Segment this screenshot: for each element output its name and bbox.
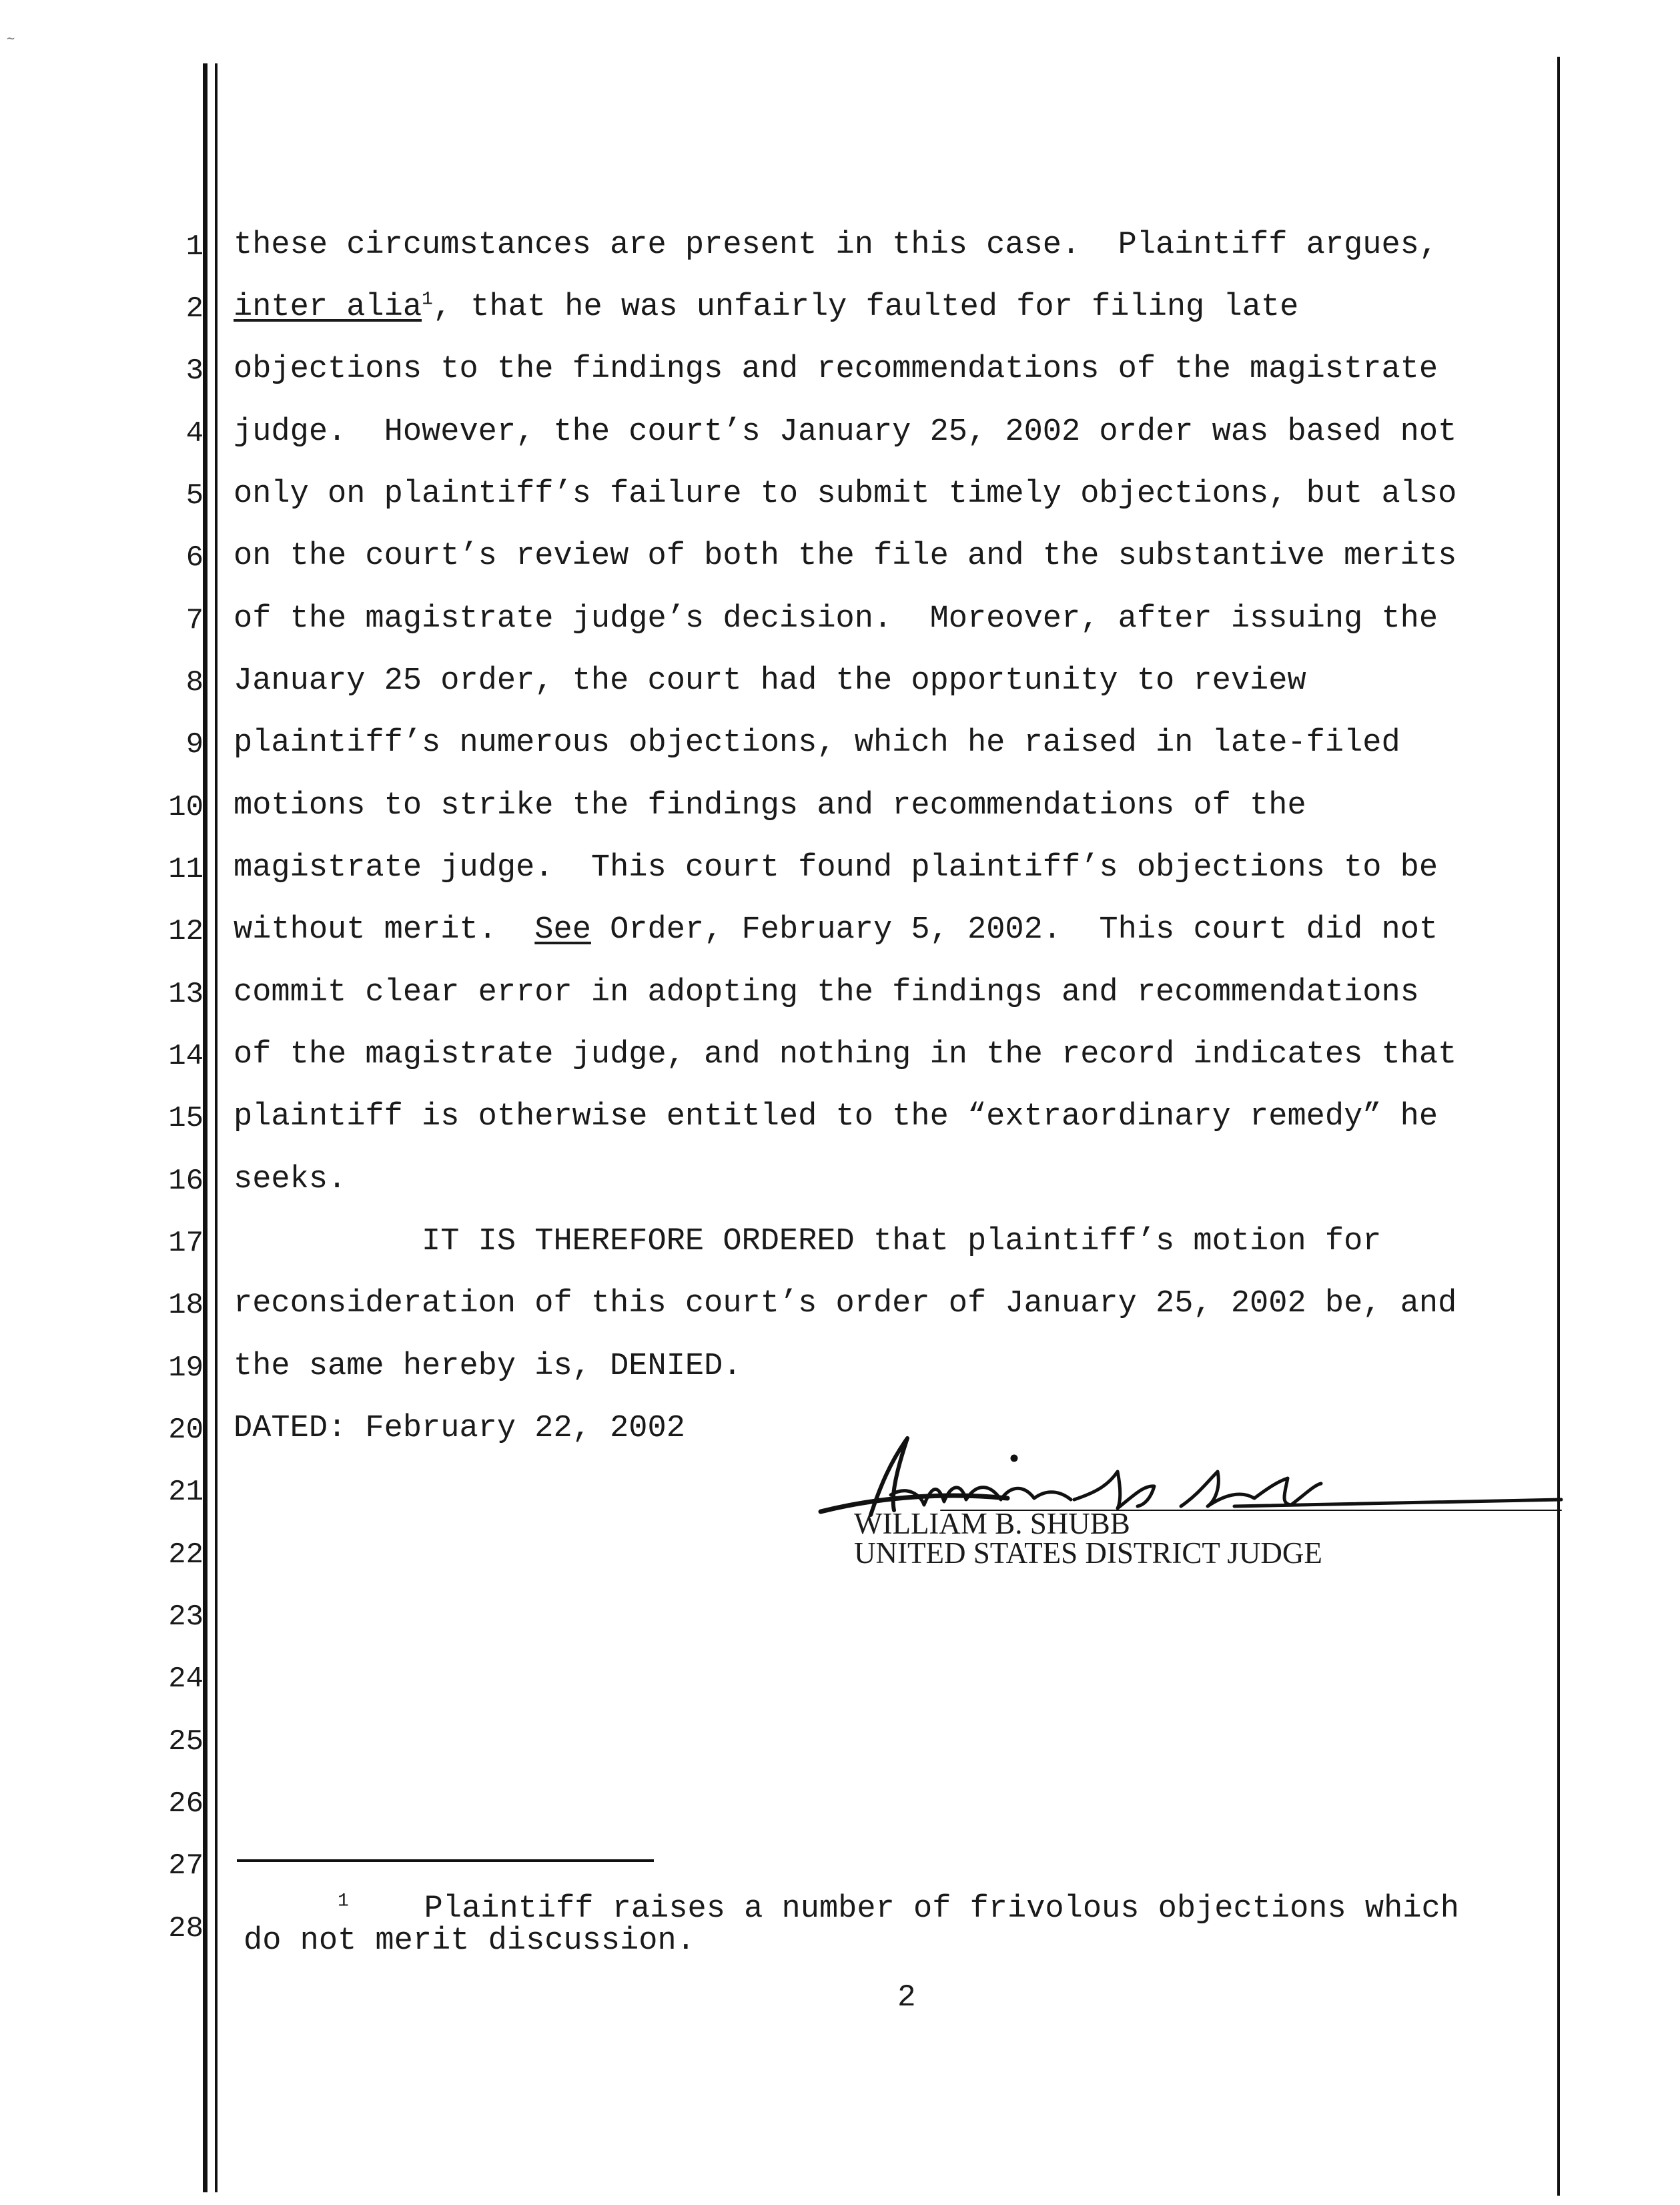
judge-signature <box>807 1432 1568 1518</box>
right-margin-rule <box>1557 57 1560 2196</box>
body-line: January 25 order, the court had the opportunity to review <box>234 663 1306 699</box>
body-line: IT IS THEREFORE ORDERED that plaintiff’s motion for <box>234 1224 1382 1259</box>
latin-phrase: inter alia <box>234 290 422 325</box>
body-line <box>234 913 1438 948</box>
body-line: on the court’s review of both the file and the substantive merits <box>234 539 1457 574</box>
body-line: magistrate judge. This court found plaintiff’s objections to be <box>234 850 1438 886</box>
line-number: 23 <box>168 1600 203 1634</box>
body-line: these circumstances are present in this case. Plaintiff argues, <box>234 228 1438 263</box>
footnote-reference: 1 <box>422 289 433 310</box>
body-line-text: without merit. <box>234 912 535 948</box>
line-number: 11 <box>168 853 203 886</box>
body-line: the same hereby is, DENIED. <box>234 1349 742 1384</box>
line-number: 22 <box>168 1538 203 1572</box>
signatory-name: WILLIAM B. SHUBB <box>854 1507 1130 1540</box>
line-number: 3 <box>185 354 203 388</box>
body-line: judge. However, the court’s January 25, 2002 order was based not <box>234 414 1457 450</box>
footnote-text: Plaintiff raises a number of frivolous objections which <box>424 1891 1459 1927</box>
line-number: 15 <box>168 1102 203 1135</box>
line-number: 25 <box>168 1725 203 1759</box>
footnote-line: do not merit discussion. <box>244 1923 695 1959</box>
signatory-title: UNITED STATES DISTRICT JUDGE <box>854 1536 1322 1570</box>
body-line: only on plaintiff’s failure to submit timely objections, but also <box>234 477 1457 512</box>
line-number: 5 <box>185 479 203 513</box>
line-number: 26 <box>168 1787 203 1821</box>
line-number: 7 <box>185 604 203 637</box>
scan-artifact-mark: ∼ <box>7 32 15 47</box>
footnote-separator <box>237 1859 654 1862</box>
dated-line: DATED: February 22, 2002 <box>234 1411 685 1446</box>
body-line: objections to the findings and recommendations of the magistrate <box>234 352 1438 387</box>
line-number: 18 <box>168 1289 203 1322</box>
line-number: 16 <box>168 1165 203 1198</box>
line-number: 28 <box>168 1912 203 1945</box>
line-number: 4 <box>185 417 203 450</box>
body-line-text: Order, February 5, 2002. This court did not <box>590 912 1438 948</box>
footnote-line <box>244 1892 1459 1927</box>
body-line: plaintiff’s numerous objections, which he raised in late-filed <box>234 725 1400 761</box>
body-line: seeks. <box>234 1162 347 1197</box>
left-margin-rule-outer <box>203 63 207 2192</box>
line-number: 17 <box>168 1227 203 1260</box>
body-line <box>234 290 1298 325</box>
line-number: 19 <box>168 1351 203 1385</box>
body-line-text: , that he was unfairly faulted for filing late <box>432 290 1299 325</box>
line-number: 9 <box>185 728 203 761</box>
body-line: of the magistrate judge’s decision. Moreover, after issuing the <box>234 601 1438 637</box>
body-line: motions to strike the findings and recommendations of the <box>234 788 1306 824</box>
line-number: 20 <box>168 1413 203 1447</box>
left-margin-rule-inner <box>215 63 218 2192</box>
line-number: 1 <box>185 230 203 264</box>
line-number: 21 <box>168 1476 203 1509</box>
line-number: 14 <box>168 1040 203 1073</box>
body-line: commit clear error in adopting the findings and recommendations <box>234 975 1419 1010</box>
line-number: 12 <box>168 915 203 948</box>
line-number: 13 <box>168 978 203 1011</box>
line-number: 8 <box>185 666 203 699</box>
line-number: 27 <box>168 1849 203 1883</box>
line-number: 2 <box>185 292 203 326</box>
line-number: 6 <box>185 541 203 575</box>
body-line: of the magistrate judge, and nothing in the record indicates that <box>234 1037 1457 1072</box>
line-number: 24 <box>168 1662 203 1696</box>
page-number: 2 <box>897 1980 916 2015</box>
footnote-number: 1 <box>338 1891 349 1912</box>
citation-signal: See <box>534 912 591 948</box>
body-line: reconsideration of this court’s order of January 25, 2002 be, and <box>234 1286 1457 1321</box>
line-number: 10 <box>168 791 203 824</box>
body-line: plaintiff is otherwise entitled to the “extraordinary remedy” he <box>234 1099 1438 1135</box>
